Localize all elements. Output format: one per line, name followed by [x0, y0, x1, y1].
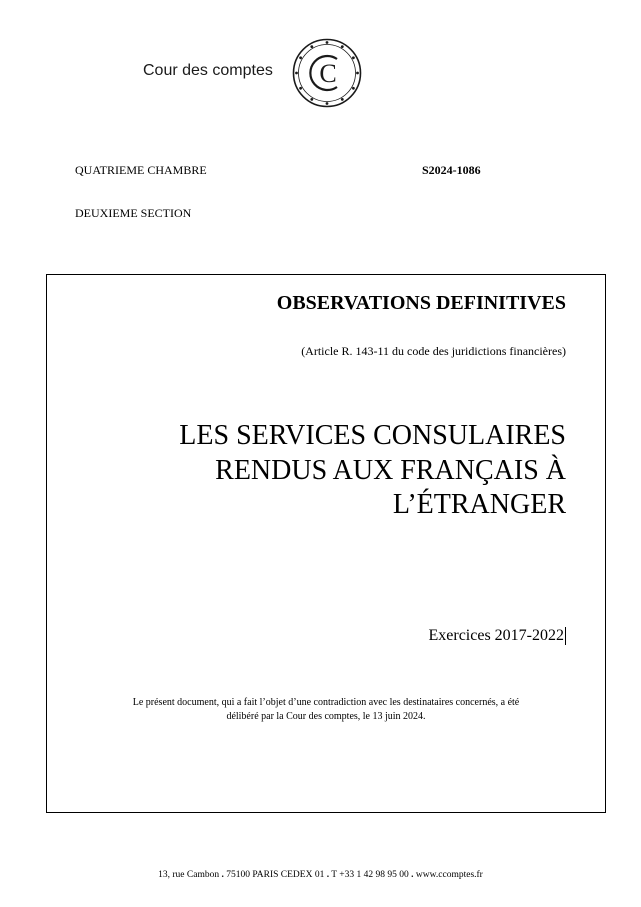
deliberation-notice-line: Le présent document, qui a fait l’objet d’une contradiction avec les destinataires concernés, a été: [132, 697, 520, 708]
deliberation-notice-line: délibéré par la Cour des comptes, le 13 juin 2024.: [226, 711, 426, 722]
report-title: [179, 419, 566, 523]
footer-city: 75100 PARIS CEDEX 01: [226, 870, 325, 880]
deliberation-notice: [47, 696, 605, 724]
chamber-label: QUATRIEME CHAMBRE: [75, 163, 207, 177]
report-title-line: L’ÉTRANGER: [392, 489, 566, 520]
report-title-line: LES SERVICES CONSULAIRES: [179, 420, 566, 451]
institution-name: Cour des comptes: [143, 62, 273, 79]
section-label: DEUXIEME SECTION: [75, 206, 192, 220]
seal-letter: C: [319, 59, 337, 88]
footer-separator: .: [221, 870, 224, 880]
footer-address: 13, rue Cambon: [158, 870, 220, 880]
fiscal-years-label: Exercices 2017-2022: [428, 627, 564, 644]
footer-website[interactable]: www.ccomptes.fr: [415, 870, 483, 880]
legal-article-reference: (Article R. 143-11 du code des juridictions financières): [301, 344, 566, 358]
footer-separator: .: [326, 870, 330, 880]
footer-phone: T +33 1 42 98 95 00: [331, 870, 409, 880]
document-type-heading: OBSERVATIONS DEFINITIVES: [276, 292, 566, 314]
footer-contact: [0, 870, 641, 880]
cover-frame: [46, 274, 606, 813]
reference-number: S2024-1086: [422, 163, 481, 177]
cour-des-comptes-seal-logo: [292, 38, 362, 108]
footer-separator: .: [411, 870, 414, 880]
report-title-line: RENDUS AUX FRANÇAIS À: [215, 454, 566, 486]
